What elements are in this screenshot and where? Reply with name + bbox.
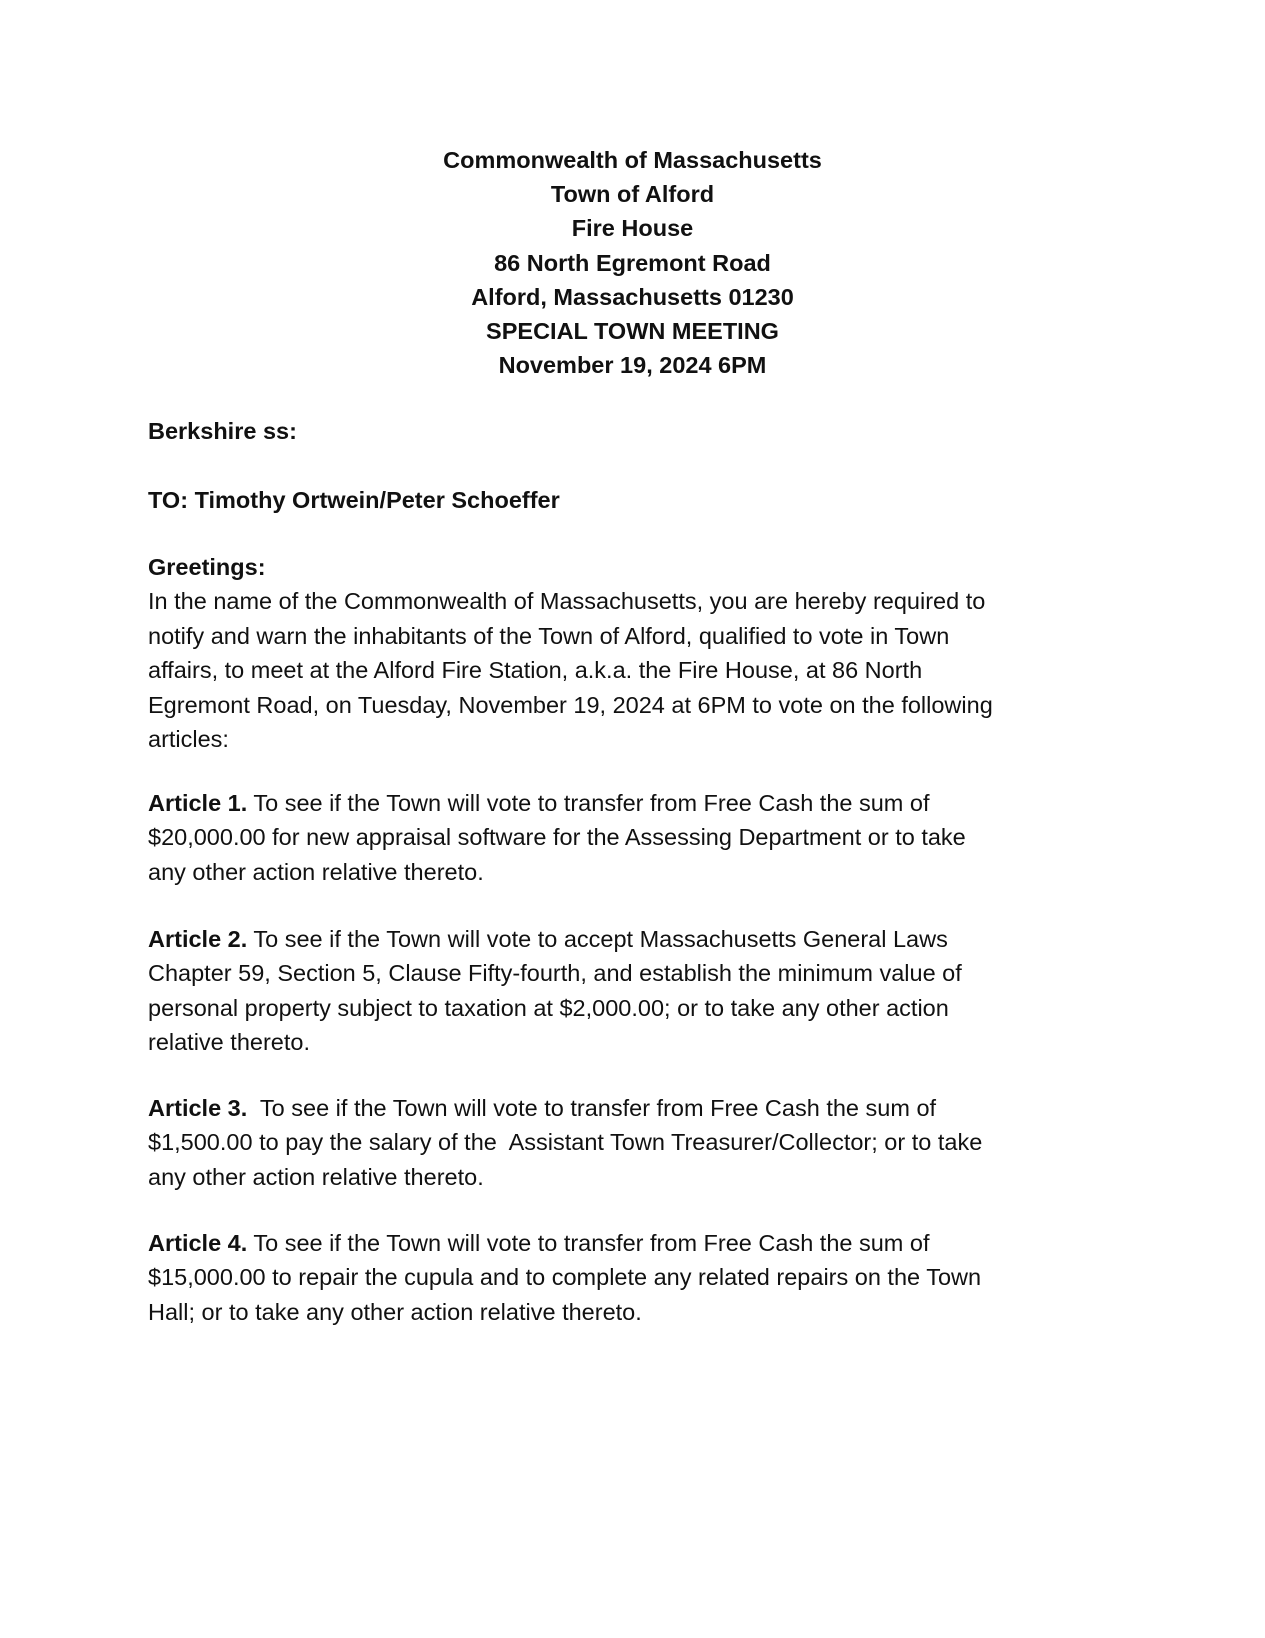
greetings-line: notify and warn the inhabitants of the Town of Alford, qualified to vote in Town xyxy=(148,622,950,649)
document-header xyxy=(0,143,1265,382)
header-line-street: 86 North Egremont Road xyxy=(494,249,771,276)
article-1-line: any other action relative thereto. xyxy=(148,858,484,885)
article-1-paragraph xyxy=(148,786,1128,889)
county-line-block xyxy=(148,414,1128,448)
article-2-text: To see if the Town will vote to accept Massachusetts General Laws xyxy=(247,926,948,952)
header-line-meeting-type: SPECIAL TOWN MEETING xyxy=(486,318,779,345)
addressee-block xyxy=(148,483,1128,517)
header-line-date: November 19, 2024 6PM xyxy=(498,352,767,379)
header-line-state: Commonwealth of Massachusetts xyxy=(443,147,822,173)
header-line-city: Alford, Massachusetts 01230 xyxy=(471,283,794,310)
article-1-title: Article 1. xyxy=(148,790,248,816)
greetings-line: articles: xyxy=(148,726,229,753)
article-2 xyxy=(148,922,1128,1060)
article-4-title: Article 4. xyxy=(148,1230,248,1256)
article-3-line: any other action relative thereto. xyxy=(148,1163,484,1190)
article-2-title: Article 2. xyxy=(148,926,248,952)
article-4-text: To see if the Town will vote to transfer from Free Cash the sum of xyxy=(247,1230,930,1256)
article-3 xyxy=(148,1091,1128,1194)
article-1 xyxy=(148,786,1128,889)
article-3-line: $1,500.00 to pay the salary of the Assistant Town Treasurer/Collector; or to take xyxy=(148,1129,983,1156)
article-4 xyxy=(148,1226,1128,1329)
article-4-line: Hall; or to take any other action relative thereto. xyxy=(148,1298,642,1325)
greetings-line: affairs, to meet at the Alford Fire Station, a.k.a. the Fire House, at 86 North xyxy=(148,657,923,684)
addressee-line: TO: Timothy Ortwein/Peter Schoeffer xyxy=(148,487,560,513)
article-1-line: $20,000.00 for new appraisal software for the Assessing Department or to take xyxy=(148,824,966,851)
article-1-text: To see if the Town will vote to transfer from Free Cash the sum of xyxy=(247,790,930,816)
county-line: Berkshire ss: xyxy=(148,418,297,444)
article-3-text: To see if the Town will vote to transfer from Free Cash the sum of xyxy=(247,1095,937,1121)
greetings-heading: Greetings: xyxy=(148,554,266,580)
article-2-paragraph xyxy=(148,922,1128,1060)
greetings-line: In the name of the Commonwealth of Massachusetts, you are hereby required to xyxy=(148,588,986,615)
article-4-line: $15,000.00 to repair the cupula and to complete any related repairs on the Town xyxy=(148,1264,982,1291)
greetings-paragraph xyxy=(148,584,1128,756)
article-2-line: relative thereto. xyxy=(148,1029,310,1056)
article-2-line: personal property subject to taxation at $2,000.00; or to take any other action xyxy=(148,994,949,1021)
greetings-line: Egremont Road, on Tuesday, November 19, 2024 at 6PM to vote on the following xyxy=(148,691,993,718)
article-3-paragraph xyxy=(148,1091,1128,1194)
article-2-line: Chapter 59, Section 5, Clause Fifty-fourth, and establish the minimum value of xyxy=(148,960,962,987)
header-line-venue: Fire House xyxy=(571,215,694,242)
article-4-paragraph xyxy=(148,1226,1128,1329)
greetings-block xyxy=(148,550,1128,756)
article-3-title: Article 3. xyxy=(148,1095,248,1121)
header-line-town: Town of Alford xyxy=(550,181,715,208)
